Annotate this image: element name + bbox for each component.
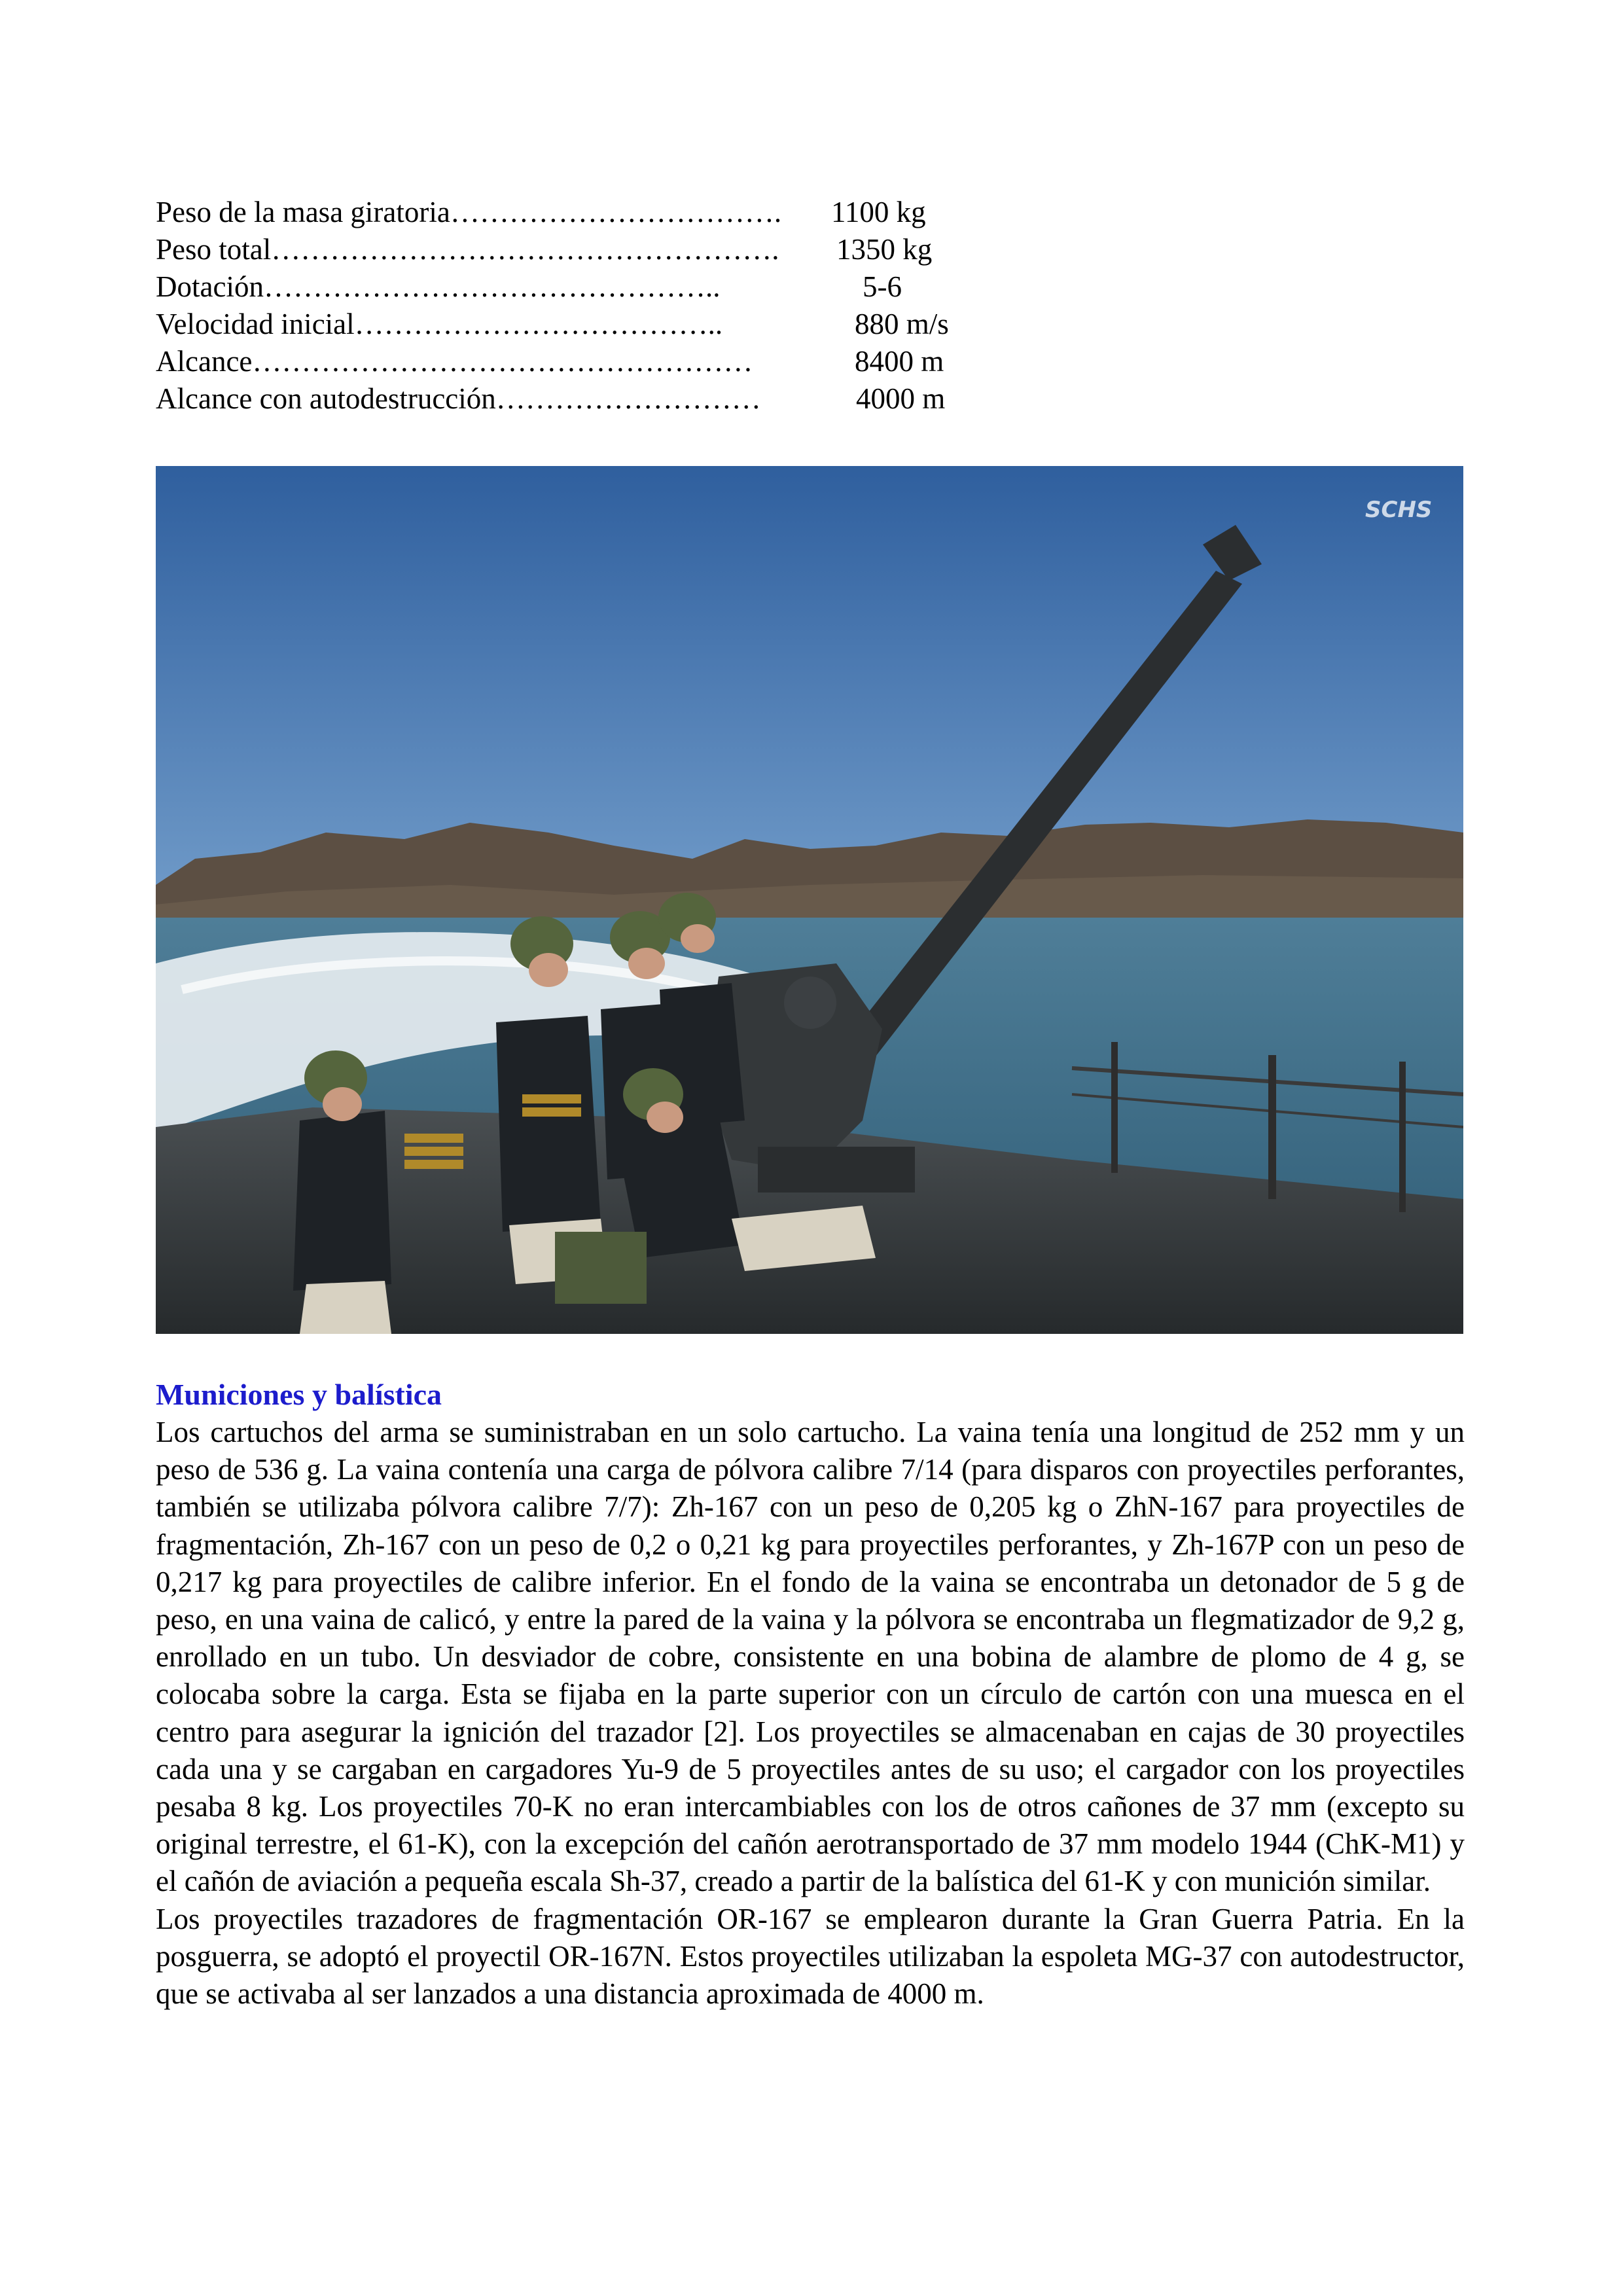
photo-watermark: SCHS: [1365, 497, 1433, 523]
spec-label: Alcance……………………………………………: [156, 345, 753, 378]
spec-value: 1350 kg: [836, 233, 933, 266]
anti-aircraft-gun-photo: [156, 466, 1463, 1334]
paragraph: Los proyectiles trazadores de fragmentación OR-167 se emplearon durante la Gran Guerra Patria. En la posguerra, se adoptó el proyectil OR-167N. Estos proyectiles utilizaban la espoleta MG-37 con autodestructor, que se activaba al ser lanzados a una distancia aproximada de 4000 m.: [156, 1902, 1465, 2011]
spec-value: 8400 m: [855, 345, 944, 378]
spec-row: [156, 231, 1007, 268]
spec-value: 880 m/s: [855, 308, 949, 340]
spec-label: Peso total…………………………………………….: [156, 233, 779, 266]
spec-row: [156, 343, 1007, 380]
section-title: Municiones y balística: [156, 1378, 442, 1411]
spec-label: Peso de la masa giratoria…………………………….: [156, 196, 782, 228]
spec-label: Velocidad inicial………………………………..: [156, 308, 723, 340]
spec-row: [156, 306, 1007, 343]
spec-row: [156, 380, 1007, 418]
spec-value: 4000 m: [856, 382, 946, 415]
spec-value: 1100 kg: [831, 196, 926, 228]
spec-label: Dotación………………………………………..: [156, 270, 721, 303]
spec-row: [156, 268, 1007, 306]
spec-list: [156, 194, 1007, 418]
spec-label: Alcance con autodestrucción………………………: [156, 382, 761, 415]
spec-value: 5-6: [863, 270, 902, 303]
spec-row: [156, 194, 1007, 231]
section-body: [156, 1414, 1465, 2013]
paragraph: Los cartuchos del arma se suministraban en un solo cartucho. La vaina tenía una longitud de 252 mm y un peso de 536 g. La vaina contenía una carga de pólvora calibre 7/14 (para disparos con proyectiles perforantes, también se utilizaba pólvora calibre 7/7): Zh-167 con un peso de 0,205 kg o ZhN-167 para proyectiles de fragmentación, Zh-167 con un peso de 0,2 o 0,21 kg para proyectiles perforantes, y Zh-167P con un peso de 0,217 kg para proyectiles de calibre inferior. En el fondo de la vaina se encontraba un detonador de 5 g de peso, en una vaina de calicó, y entre la pared de la vaina y la pólvora se encontraba un flegmatizador de 9,2 g, enrollado en un tubo. Un desviador de cobre, consistente en una bobina de alambre de plomo de 4 g, se colocaba sobre la carga. Esta se fijaba en la parte superior con un círculo de cartón con una muesca en el centro para asegurar la ignición del trazador [2]. Los proyectiles se almacenaban en cajas de 30 proyectiles cada una y se cargaban en cargadores Yu-9 de 5 proyectiles antes de su uso; el cargador con los proyectiles pesaba 8 kg. Los proyectiles 70-K no eran intercambiables con los de otros cañones de 37 mm (excepto su original terrestre, el 61-K), con la excepción del cañón aerotransportado de 37 mm modelo 1944 (ChK-M1) y el cañón de aviación a pequeña escala Sh-37, creado a partir de la balística del 61-K y con munición similar.: [156, 1416, 1465, 1898]
